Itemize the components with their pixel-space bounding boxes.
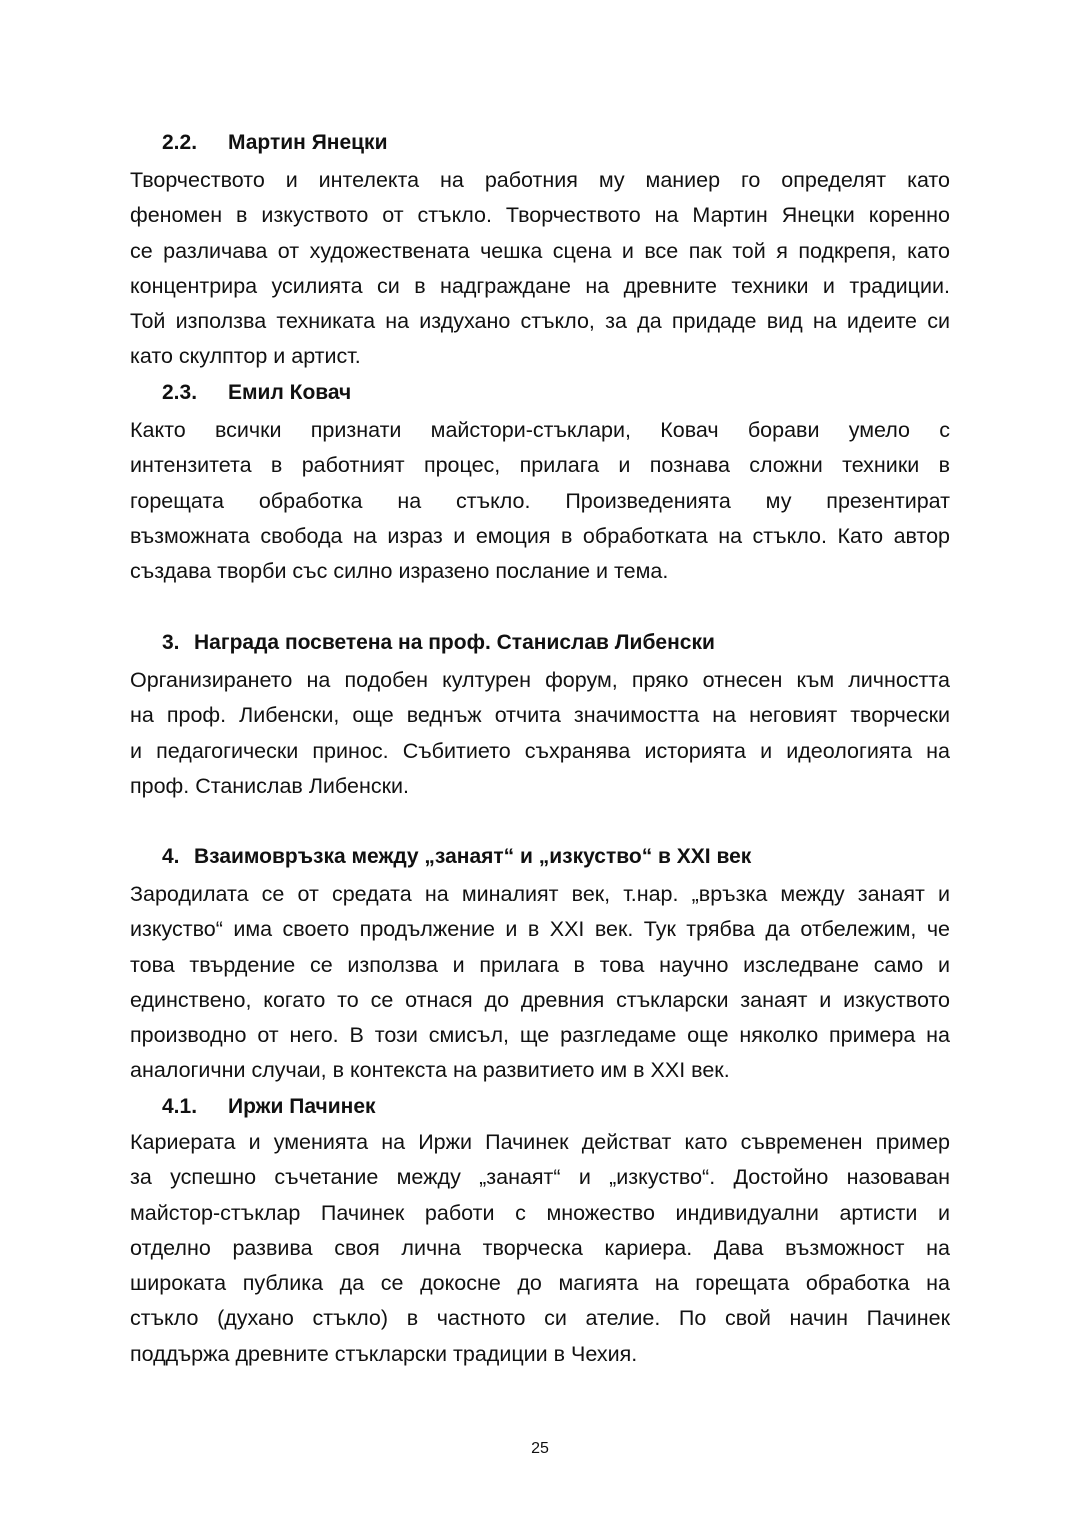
text-line: Творчеството и интелекта на работния му маниер го определят като (130, 168, 950, 192)
section-number: 4.1. (162, 1095, 198, 1118)
text-line: за успешно съчетание между „занаят“ и „изкуство“. Достойно назоваван (130, 1165, 950, 1190)
text-line: горещата обработка на стъкло. Произведенията му презентират (130, 488, 950, 513)
text-line: се различава от художествената чешка сцена и все пак той я подкрепя, като (130, 238, 950, 263)
text-line: Кариерата и уменията на Иржи Пачинек действат като съвременен пример (130, 1130, 950, 1154)
text-line: Зародилата се от средата на миналият век, т.нар. „връзка между занаят и (130, 882, 950, 906)
paragraph-2-2 (130, 163, 950, 375)
text-line: създава творби със силно изразено послание и тема. (130, 559, 669, 584)
paragraph-2-3 (130, 413, 950, 589)
text-line: единствено, когато то се отнася до древния стъкларски занаят и изкуството (130, 987, 950, 1012)
text-line: концентрира усилията си в надграждане на древните техники и традиции. (130, 273, 950, 298)
text-line: Както всички признати майстори-стъклари, Ковач борави умело с (130, 418, 950, 442)
paragraph-3 (130, 663, 950, 804)
text-line: производно от него. В този смисъл, ще разгледаме още няколко примера на (130, 1023, 950, 1048)
paragraph-4-1 (130, 1125, 950, 1372)
text-line: на проф. Либенски, още веднъж отчита значимостта на неговият творчески (130, 703, 950, 728)
text-line: широката публика да се докосне до магията на горещата обработка на (130, 1271, 950, 1296)
text-line: възможната свобода на израз и емоция в обработката на стъкло. Като автор (130, 523, 950, 548)
paragraph-4 (130, 877, 950, 1089)
section-number: 2.2. (162, 131, 198, 154)
section-number: 3. (162, 631, 180, 654)
section-heading-4 (162, 842, 751, 872)
section-heading-2-2 (162, 128, 387, 158)
section-heading-4-1 (162, 1092, 376, 1122)
text-line: аналогични случаи, в контекста на развитието им в XXI век. (130, 1058, 730, 1083)
text-line: това твърдение се използва и прилага в това научно изследване само и (130, 952, 950, 977)
text-line: майстор-стъклар Пачинек работи с множество индивидуални артисти и (130, 1200, 950, 1225)
text-line: като скулптор и артист. (130, 344, 361, 369)
section-title: Мартин Янецки (228, 131, 388, 154)
page-number: 25 (531, 1440, 549, 1457)
text-line: поддържа древните стъкларски традиции в Чехия. (130, 1341, 638, 1366)
section-heading-2-3 (162, 378, 351, 408)
text-line: отделно развива своя лична творческа кариера. Дава възможност на (130, 1235, 950, 1260)
section-title: Емил Ковач (228, 381, 352, 404)
text-line: стъкло (духано стъкло) в частното си ателие. По свой начин Пачинек (130, 1306, 950, 1331)
text-line: Той използва техниката на издухано стъкло, за да придаде вид на идеите си (130, 309, 950, 334)
text-line: Организирането на подобен културен форум, пряко отнесен към личността (130, 668, 950, 692)
text-line: и педагогически принос. Събитието съхранява историята и идеологията на (130, 738, 950, 763)
text-line: изкуство“ има своето продължение и в XXI век. Тук трябва да отбележим, че (130, 917, 950, 942)
section-number: 2.3. (162, 381, 198, 404)
section-title: Взаимовръзка между „занаят“ и „изкуство“ в XXI век (194, 845, 752, 868)
text-line: феномен в изкуството от стъкло. Творчеството на Мартин Янецки коренно (130, 203, 950, 228)
section-number: 4. (162, 845, 180, 868)
section-title: Иржи Пачинек (228, 1095, 376, 1118)
section-heading-3 (162, 628, 715, 658)
section-title: Награда посветена на проф. Станислав Либенски (194, 631, 715, 654)
text-line: интензитета в работният процес, прилага и познава сложни техники в (130, 453, 950, 478)
text-line: проф. Станислав Либенски. (130, 773, 409, 798)
